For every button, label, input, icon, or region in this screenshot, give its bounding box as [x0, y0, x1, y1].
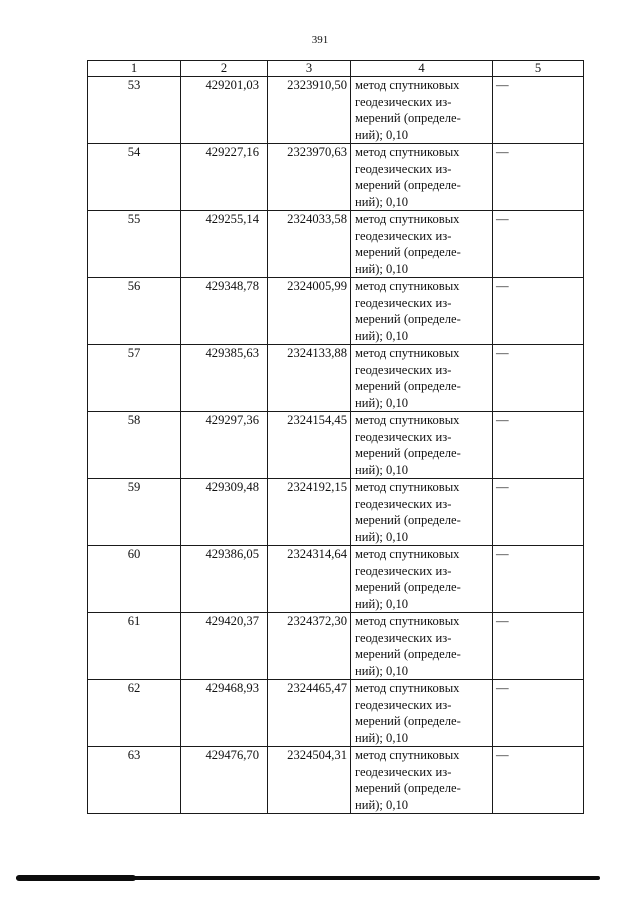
point-number: 57 [88, 345, 181, 412]
coordinate-y: 2323910,50 [268, 77, 351, 144]
method-description: метод спутниковых геодезических из-мерений (определе-ний); 0,10 [351, 345, 493, 412]
table-row [88, 77, 584, 144]
coordinate-x: 429201,03 [181, 77, 268, 144]
method-description: метод спутниковых геодезических из-мерений (определе-ний); 0,10 [351, 546, 493, 613]
point-number: 59 [88, 479, 181, 546]
coordinate-y: 2324005,99 [268, 278, 351, 345]
coordinate-y: 2324192,15 [268, 479, 351, 546]
point-number: 58 [88, 412, 181, 479]
note-cell: — [493, 144, 584, 211]
point-number: 55 [88, 211, 181, 278]
coordinate-x: 429420,37 [181, 613, 268, 680]
coordinate-x: 429227,16 [181, 144, 268, 211]
coordinate-x: 429468,93 [181, 680, 268, 747]
coordinate-y: 2324133,88 [268, 345, 351, 412]
coordinate-x: 429255,14 [181, 211, 268, 278]
coordinate-y: 2324372,30 [268, 613, 351, 680]
column-header-number: 1 [88, 61, 181, 77]
table-row [88, 412, 584, 479]
coordinate-y: 2324465,47 [268, 680, 351, 747]
coordinate-y: 2324033,58 [268, 211, 351, 278]
coordinate-y: 2324314,64 [268, 546, 351, 613]
note-cell: — [493, 680, 584, 747]
method-description: метод спутниковых геодезических из-мерений (определе-ний); 0,10 [351, 747, 493, 814]
coordinate-x: 429348,78 [181, 278, 268, 345]
column-header-method: 4 [351, 61, 493, 77]
note-cell: — [493, 613, 584, 680]
note-cell: — [493, 278, 584, 345]
note-cell: — [493, 345, 584, 412]
coordinate-x: 429297,36 [181, 412, 268, 479]
table-row [88, 613, 584, 680]
point-number: 56 [88, 278, 181, 345]
table-row [88, 546, 584, 613]
method-description: метод спутниковых геодезических из-мерений (определе-ний); 0,10 [351, 412, 493, 479]
point-number: 53 [88, 77, 181, 144]
coordinate-y: 2323970,63 [268, 144, 351, 211]
note-cell: — [493, 77, 584, 144]
column-header-note: 5 [493, 61, 584, 77]
coordinate-x: 429476,70 [181, 747, 268, 814]
bottom-rule [16, 876, 600, 880]
column-header-y: 3 [268, 61, 351, 77]
table-row [88, 211, 584, 278]
table-row [88, 278, 584, 345]
page-number: 391 [311, 34, 329, 46]
table-body [88, 77, 584, 814]
point-number: 62 [88, 680, 181, 747]
method-description: метод спутниковых геодезических из-мерений (определе-ний); 0,10 [351, 479, 493, 546]
note-cell: — [493, 479, 584, 546]
method-description: метод спутниковых геодезических из-мерений (определе-ний); 0,10 [351, 211, 493, 278]
table-row [88, 345, 584, 412]
note-cell: — [493, 546, 584, 613]
table-row [88, 144, 584, 211]
coordinate-y: 2324504,31 [268, 747, 351, 814]
header-row [88, 61, 584, 77]
coordinate-y: 2324154,45 [268, 412, 351, 479]
table-header [88, 61, 584, 77]
point-number: 54 [88, 144, 181, 211]
method-description: метод спутниковых геодезических из-мерений (определе-ний); 0,10 [351, 680, 493, 747]
table-row [88, 747, 584, 814]
column-header-x: 2 [181, 61, 268, 77]
note-cell: — [493, 211, 584, 278]
point-number: 63 [88, 747, 181, 814]
point-number: 61 [88, 613, 181, 680]
coordinate-x: 429386,05 [181, 546, 268, 613]
method-description: метод спутниковых геодезических из-мерений (определе-ний); 0,10 [351, 144, 493, 211]
coordinates-table [87, 60, 584, 814]
method-description: метод спутниковых геодезических из-мерений (определе-ний); 0,10 [351, 613, 493, 680]
coordinate-x: 429309,48 [181, 479, 268, 546]
method-description: метод спутниковых геодезических из-мерений (определе-ний); 0,10 [351, 77, 493, 144]
table-row [88, 479, 584, 546]
note-cell: — [493, 747, 584, 814]
note-cell: — [493, 412, 584, 479]
point-number: 60 [88, 546, 181, 613]
coordinate-x: 429385,63 [181, 345, 268, 412]
table-row [88, 680, 584, 747]
method-description: метод спутниковых геодезических из-мерений (определе-ний); 0,10 [351, 278, 493, 345]
